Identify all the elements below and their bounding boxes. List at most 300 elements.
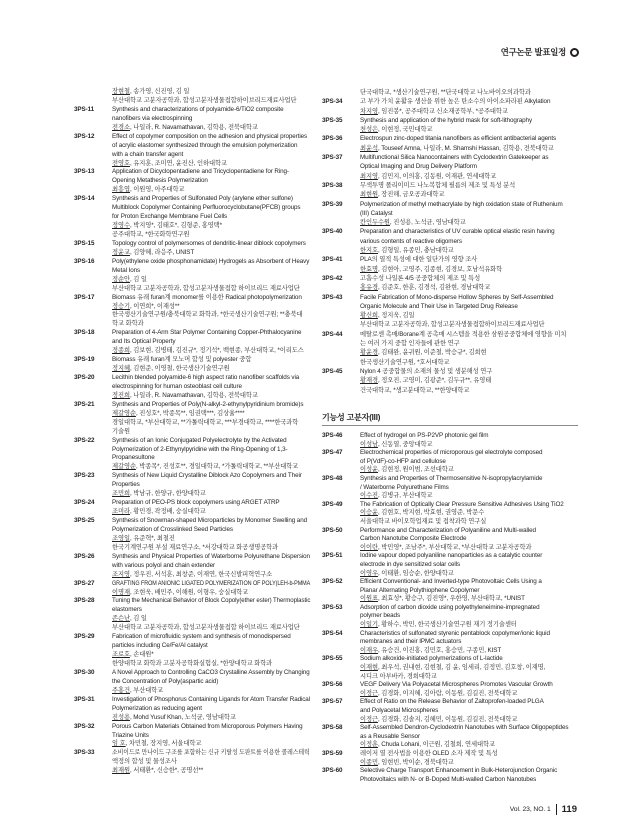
title-line [322, 330, 578, 339]
author-line [322, 509, 578, 518]
affiliation-line [74, 544, 310, 553]
title-line [74, 177, 310, 186]
author-line [74, 687, 310, 696]
title-line [74, 240, 310, 249]
poster-code: 3PS-31 [74, 695, 95, 703]
line-text [360, 237, 462, 246]
poster-code: 3PS-12 [74, 132, 95, 140]
line-text [360, 527, 536, 536]
affiliation-line [74, 320, 310, 329]
code-gutter [322, 466, 360, 475]
title-line [322, 604, 578, 613]
poster-entry [322, 604, 578, 630]
poster-code: 3PS-55 [322, 655, 343, 663]
author-line [74, 124, 310, 133]
line-text-box [360, 274, 578, 283]
line-text-box [360, 172, 578, 181]
line-text-box [360, 570, 578, 579]
line-text [112, 285, 300, 294]
line-text-box [112, 428, 310, 437]
line-text [360, 681, 553, 690]
poster-entry [74, 633, 310, 669]
poster-code: 3PS-13 [74, 168, 95, 176]
author-line [74, 767, 310, 776]
line-text-box [112, 186, 310, 195]
title-text: Carbon Nanotube Composite Electrode [360, 535, 467, 543]
co-authors: , 김태완, 윤귀원, 이준철, 박승규*, 김희현 [377, 349, 487, 357]
co-authors: , 조현욱, 배민주, 이해원, 이형우, 숭실대학교 [129, 588, 249, 596]
author-line [74, 186, 310, 195]
line-text [112, 624, 300, 633]
author-line [322, 190, 578, 199]
line-text [112, 383, 242, 392]
title-line [74, 383, 310, 392]
line-text-box [112, 204, 310, 213]
line-text [360, 698, 544, 707]
co-authors: , 진성용, 노석균, 영남대학교 [389, 219, 466, 227]
line-text [360, 88, 531, 97]
poster-code: 3PS-43 [322, 293, 343, 301]
poster-code: 3PS-23 [74, 472, 95, 480]
co-authors: , 유승건, 이진홍, 김민호, 홍승민, 구종민, KIST [377, 646, 502, 654]
line-text [112, 705, 202, 714]
code-gutter [74, 267, 112, 276]
title-text: with a chain transfer agent [112, 150, 184, 158]
code-gutter [74, 303, 112, 312]
code-gutter [322, 759, 360, 768]
title-line [74, 168, 310, 177]
line-text [112, 231, 189, 240]
line-text [360, 767, 557, 776]
affiliation-text: 한국생산기술연구원, *호서대학교 [360, 358, 450, 366]
line-text-box [112, 535, 310, 544]
line-text [112, 329, 301, 338]
affiliation-text: 부산대학교 고분자공학과, 합성고분자생물접합 하이브리드 재료사업단 [112, 624, 300, 632]
line-text [112, 660, 272, 669]
title-line [322, 181, 578, 190]
line-text [360, 209, 393, 218]
line-text-box [360, 144, 578, 153]
poster-entry [74, 696, 310, 723]
line-text-box [112, 669, 310, 678]
line-text [360, 134, 556, 143]
poster-entry [322, 724, 578, 750]
poster-code: 3PS-38 [322, 181, 343, 189]
author-line [74, 392, 310, 401]
title-line [322, 587, 578, 596]
poster-code: 3PS-35 [322, 116, 343, 124]
line-text [112, 106, 283, 115]
title-text: Effect of Ratio on the Release Behavior of Zaltoprofen-loaded PLGA [360, 698, 544, 706]
line-text [360, 107, 508, 116]
line-text [360, 707, 438, 716]
code-gutter [322, 673, 360, 682]
author-line [74, 615, 310, 624]
code-gutter [74, 740, 112, 749]
title-line [322, 97, 578, 106]
title-line [74, 437, 310, 446]
line-text-box [112, 642, 310, 651]
line-text-box [360, 509, 578, 518]
author-line [322, 690, 578, 699]
code-gutter [322, 716, 360, 725]
code-gutter [74, 392, 112, 401]
title-line [322, 561, 578, 570]
line-text [360, 630, 550, 639]
poster-code: 3PS-30 [74, 668, 95, 676]
title-text: Synthesis and application of the hybrid mask for soft-lithography [360, 116, 533, 124]
code-gutter [322, 664, 360, 673]
affiliation-text: 단국대학교, *생산기술연구원, **단국대학교 나노바이오의과학과 [360, 89, 531, 96]
title-line [322, 750, 578, 759]
code-gutter [74, 276, 112, 285]
author-line [74, 651, 310, 660]
line-text [360, 255, 477, 264]
code-gutter [322, 190, 360, 199]
line-text [360, 776, 536, 785]
poster-entry [322, 255, 578, 274]
co-authors: , 이원영, 아주대학교 [129, 186, 185, 194]
title-text: electrospinning for human osteoblast cell culture [112, 382, 242, 390]
title-line [322, 209, 578, 218]
code-gutter [322, 492, 360, 501]
line-text [360, 638, 461, 647]
title-text: Polymerization of 2-Ethynylpyridine with the Ring-Opening of 1,3- [112, 445, 288, 453]
title-line [74, 142, 310, 151]
presenter-name: 정영수 [112, 222, 130, 230]
poster-code: 3PS-33 [74, 749, 95, 757]
line-text-box [360, 181, 578, 190]
line-text-box [112, 472, 310, 481]
title-text: Efficient Conventional- and Inverted-type Photovoltaic Cells Using a [360, 578, 542, 586]
line-text-box [112, 276, 310, 285]
title-text: Sodium alkoxide-initiated polymerizations of L-lactide [360, 655, 503, 663]
title-line [74, 195, 310, 204]
line-text-box [360, 162, 578, 171]
author-line [322, 348, 578, 357]
line-text [360, 218, 466, 227]
line-text-box [360, 265, 578, 274]
line-text-box [360, 246, 578, 255]
presenter-name: 조영일 [112, 534, 130, 542]
line-text-box [112, 124, 310, 133]
line-text-box [360, 125, 578, 134]
affiliation-line [322, 518, 578, 527]
line-text-box [112, 168, 310, 177]
poster-entry [322, 116, 578, 135]
presenter-name: 조미라 [112, 508, 130, 516]
co-authors: , 박민영*, 조남주*, 부산대학교, *부산대학교 고분자공학과 [377, 543, 532, 551]
code-gutter [322, 237, 360, 246]
title-line [322, 255, 578, 264]
title-line [322, 535, 578, 544]
line-text [360, 358, 449, 367]
line-text-box [360, 707, 578, 716]
code-gutter [74, 428, 112, 437]
poster-code: 3PS-56 [322, 681, 343, 689]
presenter-name: 황재경 [360, 377, 378, 385]
code-gutter [74, 562, 112, 571]
title-text: Multiblock Copolymer Containing Perfluorocyclobutane(PFCB) groups [112, 204, 301, 212]
presenter-name: 정종희 [112, 347, 130, 355]
code-gutter [74, 589, 112, 598]
author-line [74, 88, 310, 97]
affiliation-line [74, 311, 310, 320]
line-text [360, 544, 531, 553]
presenter-name: 칸인두수원 [360, 219, 390, 227]
line-text-box [112, 347, 310, 356]
title-line [322, 655, 578, 664]
title-line [74, 472, 310, 481]
line-text [112, 463, 298, 472]
line-text-box [360, 759, 578, 768]
line-text-box [360, 358, 578, 367]
title-text: Selective Charge Transport Enhancement in Bulk-Heterojunction Organic [360, 767, 558, 775]
line-text-box [112, 142, 310, 151]
code-gutter [322, 265, 360, 274]
poster-entry [322, 501, 578, 527]
line-text [360, 97, 550, 106]
line-text-box [112, 133, 310, 142]
title-text: Biomass 유래 furan계 monomer를 이용한 Radical photopolymerization [112, 293, 302, 301]
title-text: of P(VdF)-co-HFP and cellulose [360, 457, 446, 465]
code-gutter [74, 115, 112, 124]
title-line [74, 446, 310, 455]
line-text [112, 428, 130, 437]
code-gutter [74, 383, 112, 392]
line-text [112, 723, 303, 732]
line-text-box [360, 664, 578, 673]
poster-entry [74, 597, 310, 633]
title-line [322, 200, 578, 209]
line-text-box [360, 200, 578, 209]
code-gutter [74, 660, 112, 669]
title-text: Synthesis and Properties of Sulfonated Poly (arylene ether sulfone) [112, 195, 293, 203]
title-line [322, 630, 578, 639]
co-authors: , 서태환*, 신승한*, 공명선** [129, 767, 204, 775]
line-text [360, 621, 517, 630]
line-text-box [112, 723, 310, 732]
co-authors: , 김준호, 한훈, 김경석, 김완현, 경남대학교 [377, 284, 491, 292]
presenter-name: 천성은 [360, 126, 378, 134]
presenter-name: 정지혜 [112, 365, 130, 373]
title-text: GRAFTING FROM ANIONIC LIGATED POLYMERIZATION OF POLY(LEH-b-PMMA [112, 579, 311, 587]
title-text: Polymerization as reducing agent [112, 704, 202, 712]
poster-entry [74, 669, 310, 696]
co-authors: , 손대원* [129, 651, 154, 659]
poster-entry [74, 723, 310, 750]
code-gutter [322, 587, 360, 596]
title-text: 소비이드로 만나이드 구조를 포함하는 신규 키랄성 도판트를 이용한 콜레스테릭 [112, 749, 310, 757]
code-gutter [74, 571, 112, 580]
code-gutter [74, 97, 112, 106]
code-gutter [74, 186, 112, 195]
author-line [74, 740, 310, 749]
line-text [360, 484, 449, 493]
code-gutter [322, 218, 360, 227]
co-authors: , Touseef Amna, 나일라, M. Shamshi Hassan, 김학용, 전북대학교 [377, 144, 554, 152]
line-text-box [112, 660, 310, 669]
title-text: 레이저 열 전사법을 이용한 OLED 소자 제작 및 특성 [360, 749, 498, 757]
line-text-box [360, 673, 578, 682]
code-gutter [322, 209, 360, 218]
co-authors: , 유지훈, 조미연, 윤진산, 인하대학교 [129, 159, 227, 167]
poster-entry [74, 472, 310, 499]
line-text [112, 481, 140, 490]
title-line [74, 553, 310, 562]
code-gutter [322, 320, 360, 329]
presenter-name: 정순안 [112, 275, 130, 283]
presenter-name: 이원표 [360, 595, 378, 603]
line-text [112, 589, 248, 598]
co-authors: , 신동열, 중앙대학교 [377, 440, 433, 448]
line-text [112, 678, 218, 687]
title-line [74, 562, 310, 571]
title-text: Triazine Units [112, 731, 149, 739]
co-authors: , 이연희*, 이재성** [129, 302, 180, 310]
line-text [112, 401, 303, 410]
affiliation-line [74, 660, 310, 669]
line-text [360, 612, 400, 621]
presenter-name: 최재원 [112, 767, 130, 775]
affiliation-text: 공주대학교, *한국화학연구원 [112, 231, 190, 238]
poster-code: 3PS-24 [74, 499, 95, 507]
author-line [74, 463, 310, 472]
title-text: Polymerization of methyl methacrylate by high oxidation state of Ruthenium [360, 200, 563, 208]
line-text-box [360, 227, 578, 236]
line-text [360, 293, 553, 302]
line-text-box [360, 116, 578, 125]
line-text-box [360, 209, 578, 218]
title-line [74, 356, 310, 365]
code-gutter [74, 490, 112, 499]
title-text: Topology control of polymersomes of dendritic-linear diblock copolymers [112, 239, 306, 247]
line-text-box [360, 449, 578, 458]
affiliation-line [322, 673, 578, 682]
co-authors: , 김 일 [129, 275, 147, 283]
line-text-box [112, 490, 310, 499]
poster-entry [322, 134, 578, 153]
line-text-box [112, 606, 310, 615]
line-text-box [112, 365, 310, 374]
line-text-box [112, 633, 310, 642]
author-line [74, 490, 310, 499]
line-text-box [112, 615, 310, 624]
affiliation-line [74, 97, 310, 106]
code-gutter [322, 458, 360, 467]
line-text [112, 195, 293, 204]
author-line [322, 492, 578, 501]
line-text [360, 595, 525, 604]
title-text: 메탈로센 촉매/Borane계 공촉매 시스템을 적용한 삼원공중합체에 영향을 미치 [360, 330, 567, 338]
co-authors: , 최우석, 권내현, 김현철, 김 윤, 임세리, 김정민, 김호창, 이재명, [377, 664, 546, 672]
code-gutter [74, 222, 112, 231]
line-text [360, 367, 492, 376]
author-line [322, 759, 578, 768]
line-text-box [360, 330, 578, 339]
presenter-name: 조지영 [112, 570, 130, 578]
presenter-name: 조로호 [112, 651, 130, 659]
line-text-box [112, 696, 310, 705]
line-text-box [360, 492, 578, 501]
title-text: Effect of hydrogel on PS-P2VP photonic gel film [360, 432, 489, 439]
line-text-box [360, 724, 578, 733]
line-text [360, 181, 515, 190]
line-text [112, 571, 272, 580]
poster-entry [322, 432, 578, 449]
poster-code: 3PS-51 [322, 552, 343, 560]
poster-code: 3PS-40 [322, 228, 343, 236]
code-gutter [74, 687, 112, 696]
line-text [112, 240, 306, 249]
title-line [322, 612, 578, 621]
code-gutter [322, 88, 360, 97]
presenter-name: 임 호 [112, 740, 126, 748]
poster-code: 3PS-22 [74, 436, 95, 444]
line-text [360, 348, 487, 357]
line-text-box [112, 97, 310, 106]
title-text: Facile Fabrication of Mono-disperse Hollow Spheres by Self-Assembled [360, 293, 554, 301]
poster-entry [74, 374, 310, 401]
line-text [112, 490, 206, 499]
poster-code: 3PS-48 [322, 474, 343, 482]
code-gutter [322, 638, 360, 647]
poster-code: 3PS-25 [74, 517, 95, 524]
line-text-box [112, 106, 310, 115]
title-line [322, 227, 578, 236]
presenter-name: 이성남 [360, 440, 378, 448]
affiliation-line [74, 285, 310, 294]
line-text [360, 509, 484, 518]
title-text: Nylon 4 공중합물의 소재의 물성 및 생분해성 연구 [360, 367, 493, 375]
line-text-box [360, 255, 578, 264]
affiliation-text: 건국대학교, *생고분대학교, **한양대학교 [360, 386, 470, 394]
line-text [112, 633, 291, 642]
line-text-box [112, 213, 310, 222]
code-gutter [74, 177, 112, 186]
title-text: Synthesis of Snowman-shaped Microparticles by Monomer Swelling and [112, 517, 307, 524]
code-gutter [322, 339, 360, 348]
line-text [112, 410, 244, 419]
line-text-box [360, 544, 578, 553]
title-text: 는 여러 가지 중합 인자들에 관한 연구 [360, 340, 460, 348]
co-authors: , 장진해, 금오공과대학교 [377, 191, 445, 199]
title-text: of acrylic elastomer synthesized through the emulsion polymerization [112, 141, 298, 149]
co-authors: , 나일라, R. Navamathavan, 김학용, 전북대학교 [129, 123, 258, 131]
co-authors: , 박종목*, 진성호**, 경일대학교, *가톨릭대학교, **부산대학교 [135, 463, 299, 471]
code-gutter [322, 741, 360, 750]
line-text [360, 153, 548, 162]
poster-entry [74, 356, 310, 374]
co-authors: , 송가영, 신진영, 김 일 [129, 88, 190, 95]
code-gutter [74, 249, 112, 258]
line-text-box [360, 698, 578, 707]
title-line [74, 642, 310, 651]
code-gutter [322, 776, 360, 785]
poster-entry [322, 750, 578, 767]
code-gutter [74, 410, 112, 419]
line-text-box [112, 410, 310, 419]
title-text: / Waterborne Polyurethane Films [360, 483, 449, 491]
affiliation-line [74, 419, 310, 428]
title-line [322, 552, 578, 561]
line-text-box [360, 320, 578, 329]
poster-code: 3PS-44 [322, 330, 343, 338]
title-text: 액정의 합성 및 물성조사 [112, 758, 177, 766]
co-authors: , 정오진, 고영미, 김광준*, 김두규**, 유영태 [377, 377, 492, 385]
code-gutter [74, 88, 112, 97]
line-text-box [360, 750, 578, 759]
